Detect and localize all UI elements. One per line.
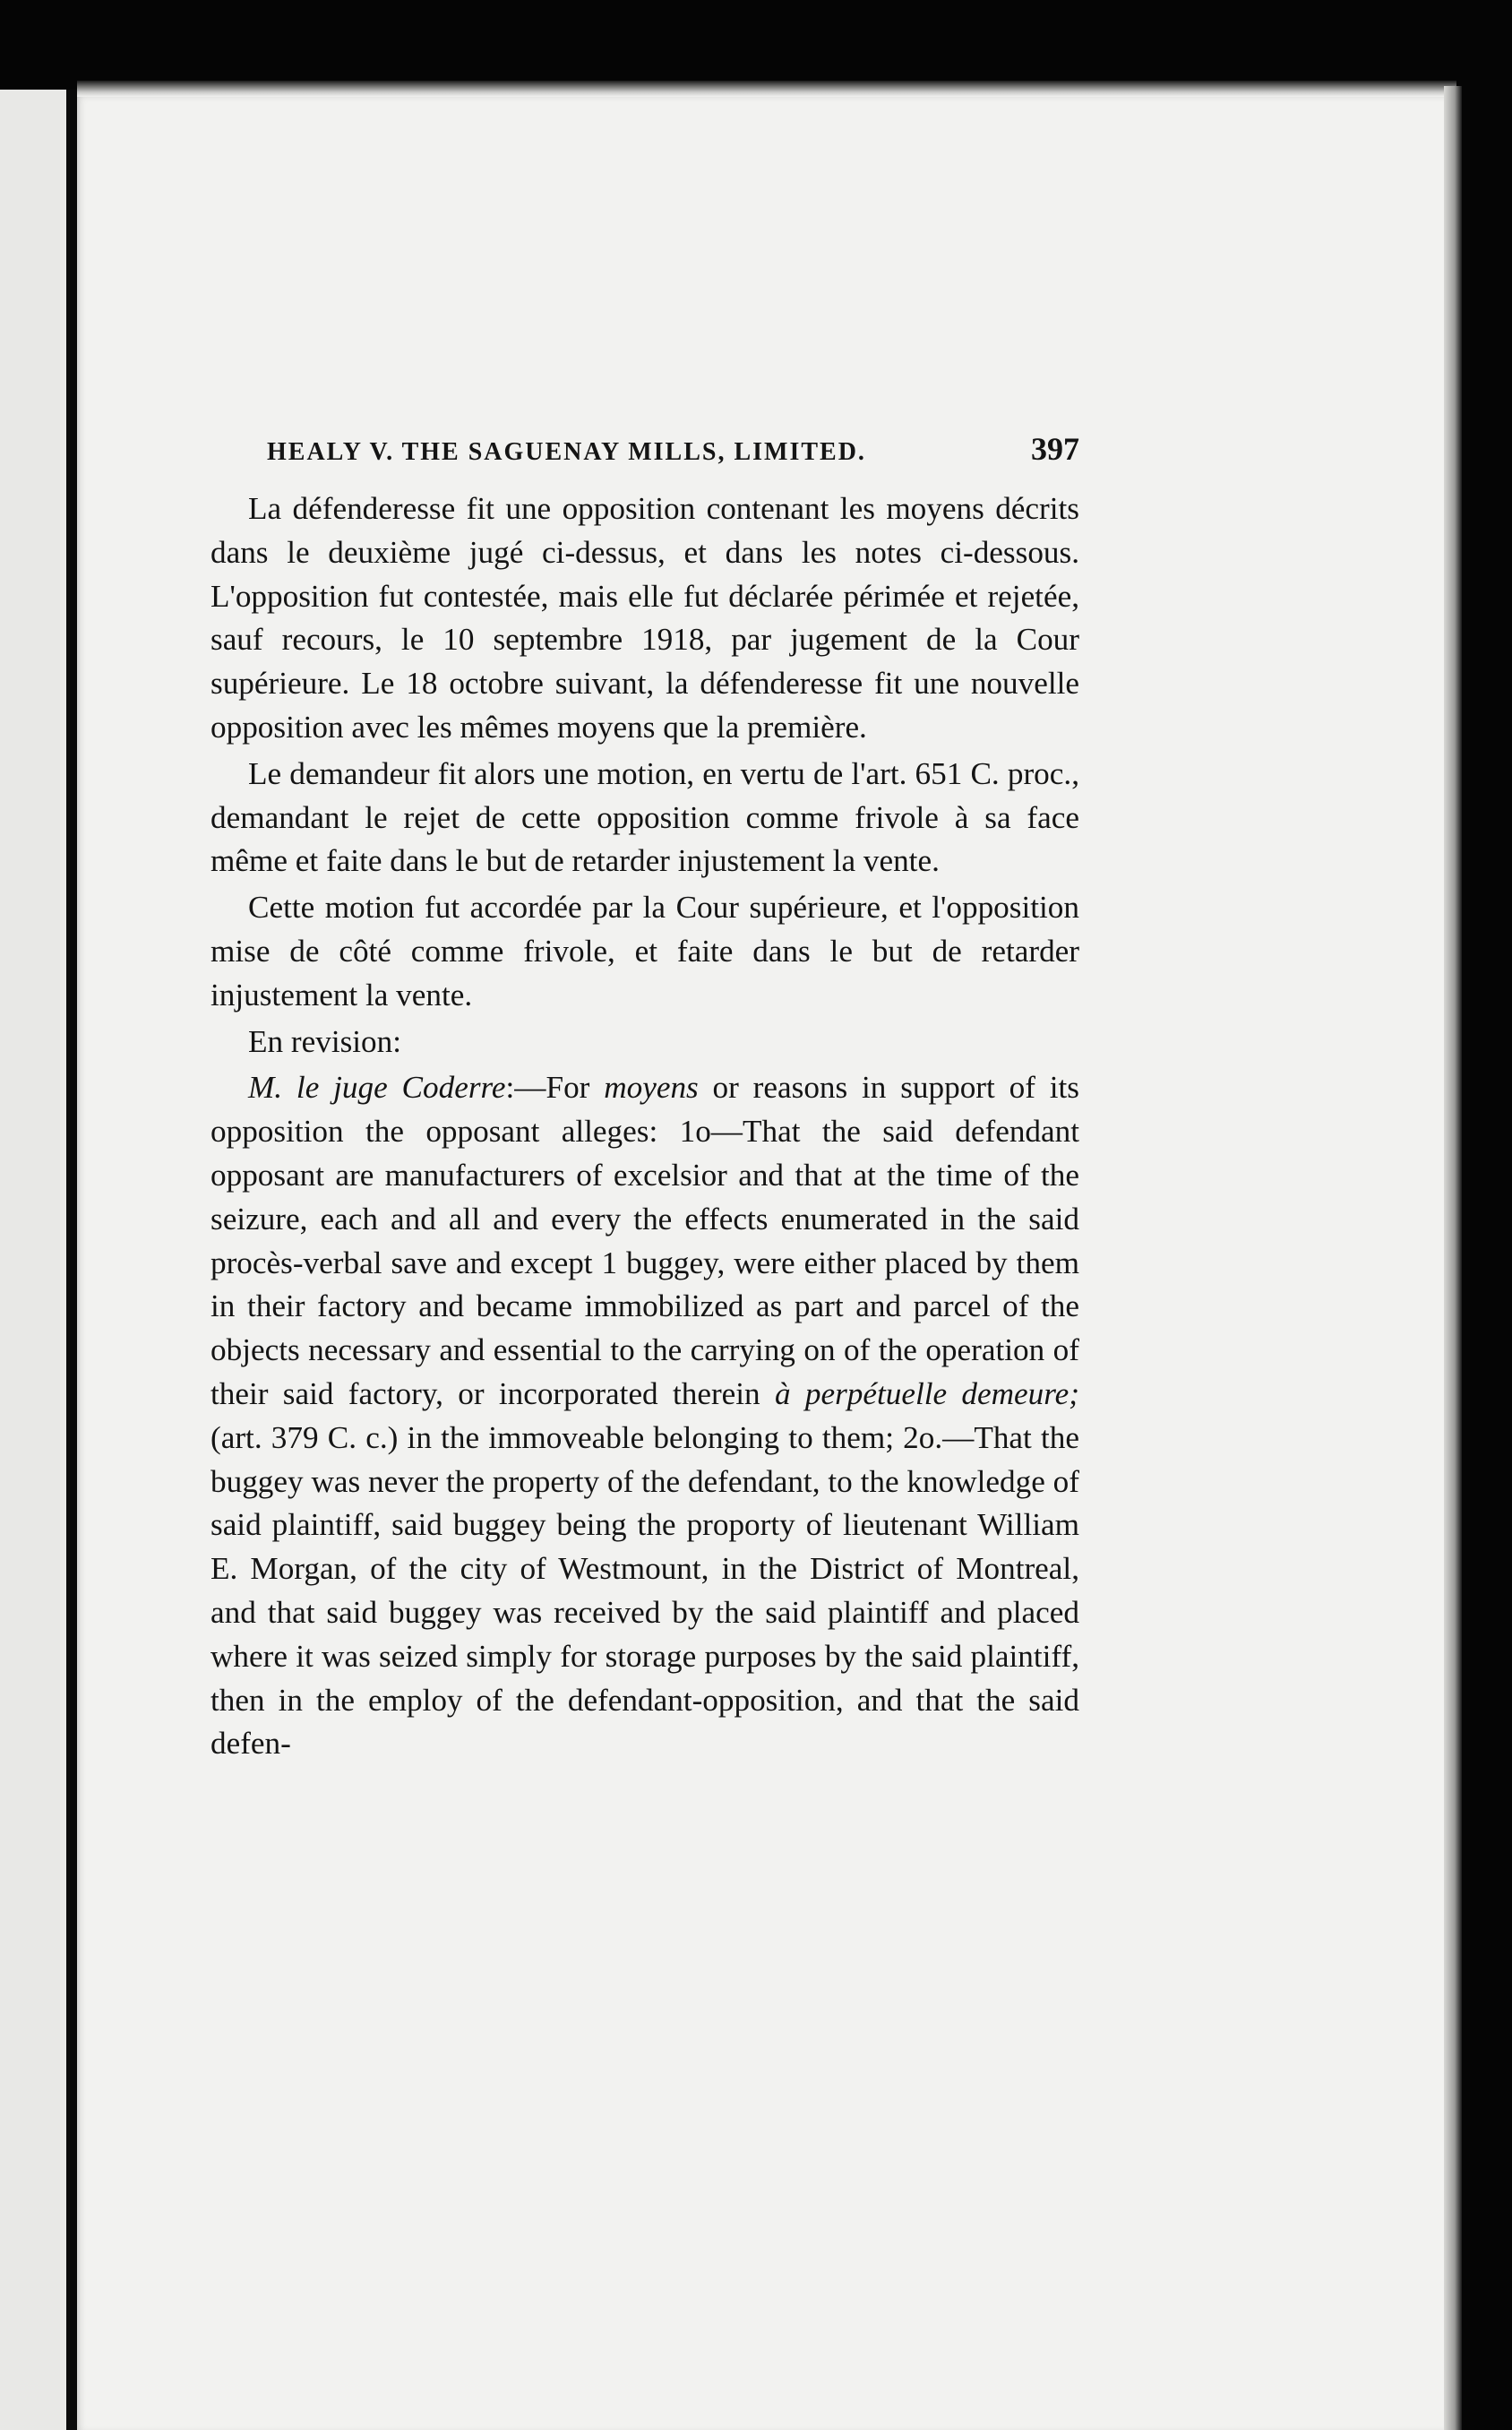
opinion-perpetuelle-demeure: à perpétuelle demeure; xyxy=(774,1375,1079,1411)
page-right-edge xyxy=(1444,86,1462,2430)
page-number: 397 xyxy=(1031,431,1079,467)
page-content xyxy=(210,430,1079,1769)
opinion-moyens: moyens xyxy=(604,1070,699,1106)
running-head xyxy=(210,430,1079,468)
binding-gutter xyxy=(66,90,77,2430)
paragraph-opinion xyxy=(210,1066,1079,1766)
paragraph-opposition: La défenderesse fit une opposition contenant les moyens décrits dans le deuxième jugé ci-dessus, et dans les notes ci-dessous. L'opposition fut contestée, mais elle fut déclarée périmée et rejetée, sauf recours, le 10 septembre 1918, par jugement de la Cour supérieure. Le 18 octobre suivant, la défenderesse fit une nouvelle opposition avec les mêmes moyens que la première. xyxy=(210,491,1079,745)
revision-heading: En revision: xyxy=(248,1023,402,1059)
running-head-title: HEALY V. THE SAGUENAY MILLS, LIMITED. xyxy=(267,438,866,466)
opinion-part-2: (art. 379 C. c.) in the immoveable belonging to them; 2o.—That the buggey was never the property of the defendant, to the knowledge of said plaintiff, said buggey being the proporty of lieutenant William E. Morgan, of the city of Westmount, in the District of Montreal, and that said buggey was received by the said plaintiff and placed where it was seized simply for storage purposes by the said plaintiff, then in the employ of the defendant-opposition, and that the said defen- xyxy=(210,1419,1079,1762)
paragraph-granted: Cette motion fut accordée par la Cour supérieure, et l'opposition mise de côté comme frivole, et faite dans le but de retarder injustement la vente. xyxy=(210,890,1079,1012)
paragraph-motion: Le demandeur fit alors une motion, en vertu de l'art. 651 C. proc., demandant le rejet de cette opposition comme frivole à sa face même et faite dans le but de retarder injustement la vente. xyxy=(210,755,1079,879)
opinion-part-1: or reasons in support of its opposition the opposant alleges: 1o—That the said defendant opposant are manufacturers of excelsior and that at the time of the seizure, each and all and every the effects enumerated in the said procès-verbal save and except 1 buggey, were either placed by them in their factory and became immobilized as part and parcel of the objects necessary and essential to the carrying on of the operation of their said factory, or incorporated therein xyxy=(210,1070,1079,1411)
opinion-intro: :—For xyxy=(505,1070,605,1106)
facing-page-edge xyxy=(0,90,72,2430)
page-top-edge xyxy=(77,81,1456,97)
judge-name: M. le juge Coderre xyxy=(248,1070,506,1106)
